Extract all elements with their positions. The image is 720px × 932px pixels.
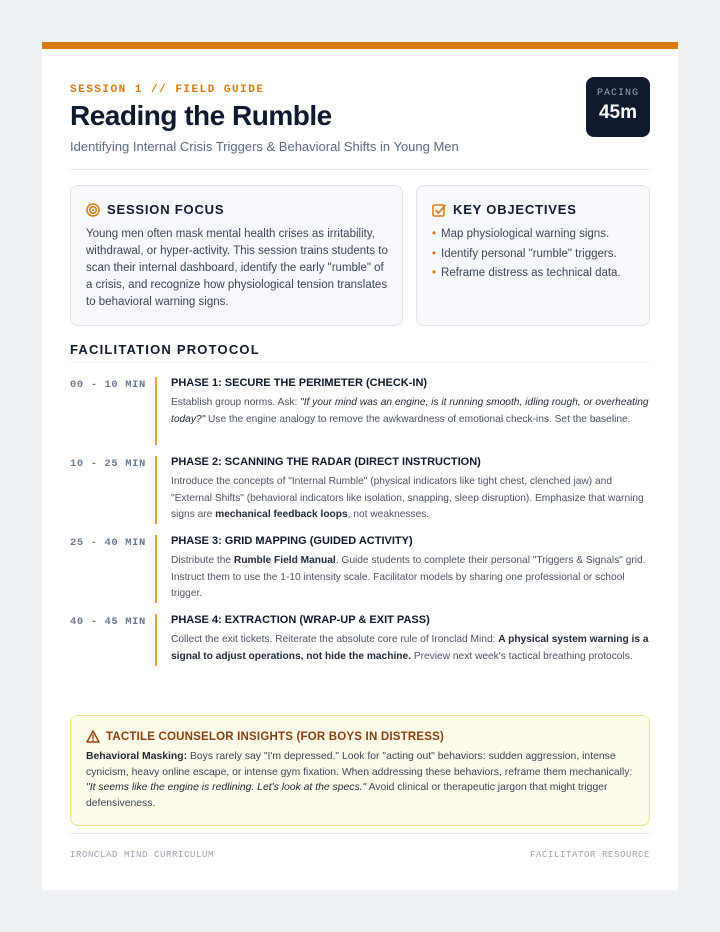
counselor-insights-header — [86, 730, 444, 743]
phase-time: 25 - 40 MIN — [70, 537, 146, 549]
phase-body — [171, 395, 650, 428]
session-eyebrow: SESSION 1 // FIELD GUIDE — [70, 84, 265, 96]
phase-rule — [155, 377, 157, 445]
phase-time: 40 - 45 MIN — [70, 616, 146, 628]
body-text: Use the engine analogy to remove the awkwardness of emotional check-ins. Set the baseline. — [205, 413, 631, 425]
body-text: Establish group norms. Ask: — [171, 397, 301, 408]
phase-title: PHASE 2: SCANNING THE RADAR (DIRECT INSTRUCTION) — [171, 456, 481, 468]
phase-title: PHASE 1: SECURE THE PERIMETER (CHECK-IN) — [171, 377, 428, 389]
document-page — [42, 42, 678, 890]
objective-item — [432, 264, 621, 284]
body-text: Introduce the concepts of "Internal Rumble" (physical indicators like tight chest, clenched jaw) and "External Shifts" (behavioral indicators like isolation, snapping, sleep disruption). Emphasize that warning signs are — [171, 476, 644, 520]
protocol-divider — [70, 362, 650, 363]
quote-text: "If your mind was an engine, is it running smooth, idling rough, or overheating today?" — [171, 397, 649, 425]
objective-item — [432, 225, 621, 245]
page-title: Reading the Rumble — [70, 100, 332, 131]
key-objectives-heading: KEY OBJECTIVES — [453, 202, 577, 217]
session-focus-header — [86, 202, 224, 217]
footer-divider — [70, 833, 650, 834]
phase-rule — [155, 535, 157, 603]
phase-time: 00 - 10 MIN — [70, 379, 146, 391]
session-focus-card — [70, 185, 403, 326]
objectives-list — [432, 225, 621, 284]
phase-body — [171, 632, 650, 665]
pacing-label: PACING — [596, 88, 639, 99]
warning-icon — [86, 730, 100, 743]
emphasis-text: Behavioral Masking: — [86, 751, 188, 762]
pacing-value: 45m — [598, 102, 638, 123]
facilitation-protocol-heading: FACILITATION PROTOCOL — [70, 342, 260, 357]
session-focus-heading: SESSION FOCUS — [107, 202, 225, 217]
phase-rule — [155, 614, 157, 666]
counselor-insights-body — [86, 749, 638, 811]
target-icon — [86, 203, 100, 217]
phase-title: PHASE 4: EXTRACTION (WRAP-UP & EXIT PASS) — [171, 614, 430, 626]
phase-title: PHASE 3: GRID MAPPING (GUIDED ACTIVITY) — [171, 535, 413, 547]
session-focus-body: Young men often mask mental health crises as irritability, withdrawal, or hyper-activity. This session trains students to scan their internal dashboard, identify the early "rumble" of a crisis, and recognize how physiological tension translates to behavioral warning signs. — [86, 228, 388, 308]
phase-body — [171, 474, 650, 524]
body-text: . Guide students to complete their personal "Triggers & Signals" grid. Instruct them to use the 1-10 intensity scale. Facilitator models by sharing one professional or school trigger. — [171, 555, 646, 599]
bullet-icon: • — [432, 267, 437, 279]
phase-body — [171, 553, 650, 603]
key-objectives-header — [432, 202, 577, 217]
pacing-badge — [586, 77, 650, 137]
page-subtitle: Identifying Internal Crisis Triggers & Behavioral Shifts in Young Men — [70, 139, 459, 154]
body-text: Boys rarely say "I'm depressed." Look for "acting out" behaviors: sudden aggression, intense cynicism, heavy online escape, or intense gym fixation. When addressing these behaviors, reframe them mechanically: — [86, 751, 633, 778]
bullet-icon: • — [432, 247, 437, 260]
body-text: Distribute the — [171, 555, 234, 566]
body-text: Collect the exit tickets. Reiterate the absolute core rule of Ironclad Mind: — [171, 634, 499, 645]
emphasis-text: mechanical feedback loops — [215, 509, 348, 520]
footer-curriculum: IRONCLAD MIND CURRICULUM — [70, 850, 215, 860]
phase-rule — [155, 456, 157, 524]
body-text: Avoid clinical or therapeutic jargon that might trigger defensiveness. — [86, 782, 608, 809]
phase-time: 10 - 25 MIN — [70, 458, 146, 470]
counselor-insights-heading: TACTILE COUNSELOR INSIGHTS (FOR BOYS IN DISTRESS) — [106, 730, 444, 743]
body-text: Preview next week's tactical breathing protocols. — [411, 650, 633, 662]
emphasis-text: A physical system warning is a signal to adjust operations, not hide the machine. — [171, 634, 649, 662]
accent-bar — [42, 42, 678, 49]
header-divider — [70, 169, 650, 170]
checkbox-icon — [432, 203, 446, 217]
bullet-icon: • — [432, 228, 437, 240]
body-text: , not weaknesses. — [347, 509, 430, 520]
objective-text: Reframe distress as technical data. — [441, 267, 621, 279]
objective-item — [432, 245, 621, 265]
footer-resource: FACILITATOR RESOURCE — [529, 850, 650, 860]
counselor-insights-callout — [70, 715, 650, 826]
objective-text: Identify personal "rumble" triggers. — [441, 247, 617, 260]
emphasis-text: Rumble Field Manual — [233, 555, 336, 566]
quote-text: "It seems like the engine is redlining. Let's look at the specs." — [86, 782, 367, 793]
objective-text: Map physiological warning signs. — [441, 228, 610, 240]
key-objectives-card — [416, 185, 650, 326]
